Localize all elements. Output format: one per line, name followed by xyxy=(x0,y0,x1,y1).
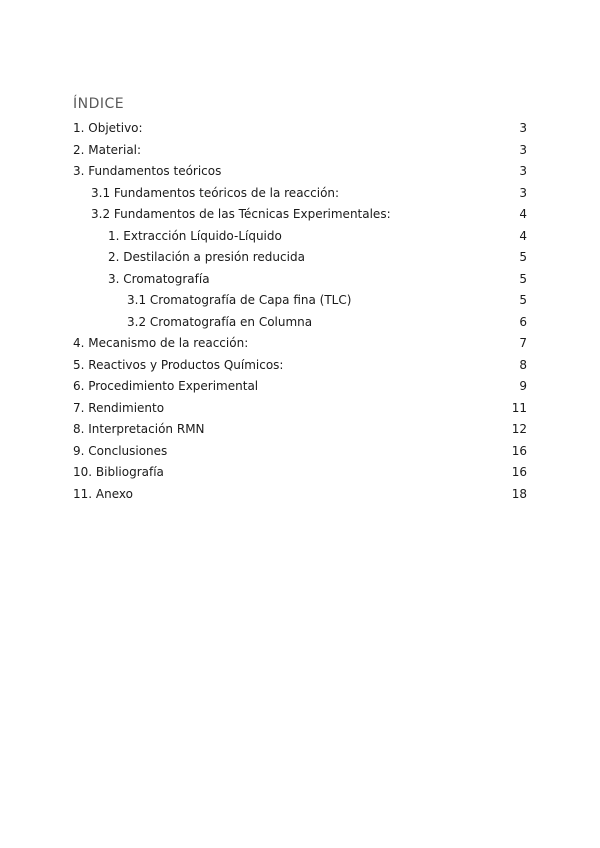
toc-entry-page-number: 4 xyxy=(519,228,527,243)
toc-entry[interactable] xyxy=(73,204,527,226)
toc-entry-page-number: 12 xyxy=(511,422,527,436)
toc-entry-label: 1. Extracción Líquido-Líquido xyxy=(108,228,282,243)
toc-entry[interactable] xyxy=(73,269,527,291)
toc-entry[interactable] xyxy=(73,118,527,140)
toc-entry-label: 3.1 Fundamentos teóricos de la reacción: xyxy=(91,185,340,200)
toc-entry-label: 1. Objetivo: xyxy=(73,121,143,135)
toc-entry[interactable] xyxy=(73,140,527,162)
toc-entry[interactable] xyxy=(73,333,527,355)
toc-entry-page-number: 3 xyxy=(519,142,527,157)
toc-entry-page-number: 3 xyxy=(519,185,527,200)
toc-entry-label: 5. Reactivos y Productos Químicos: xyxy=(73,357,284,372)
toc-entry-page-number: 5 xyxy=(519,271,527,286)
toc-entry-page-number: 18 xyxy=(511,486,527,501)
toc-entry-label: 7. Rendimiento xyxy=(73,400,165,415)
toc-entry[interactable] xyxy=(73,183,527,205)
toc-entry-label: 3. Cromatografía xyxy=(108,271,210,286)
toc-entry-label: 10. Bibliografía xyxy=(73,465,164,479)
toc-entry[interactable] xyxy=(73,247,527,269)
toc-entry[interactable] xyxy=(73,355,527,377)
toc-title: ÍNDICE xyxy=(73,96,125,112)
toc-entry-label: 3.2 Fundamentos de las Técnicas Experimentales: xyxy=(91,207,391,221)
toc-entry-label: 3.2 Cromatografía en Columna xyxy=(127,314,313,329)
toc-entry[interactable] xyxy=(73,376,527,398)
toc-entry[interactable] xyxy=(73,290,527,312)
toc-entry-label: 2. Material: xyxy=(73,142,142,157)
toc-entry-label: 4. Mecanismo de la reacción: xyxy=(73,336,249,350)
toc-entry-label: 9. Conclusiones xyxy=(73,443,168,458)
toc-entry[interactable] xyxy=(73,484,527,506)
toc-entry-page-number: 6 xyxy=(519,314,527,329)
toc-entry-page-number: 11 xyxy=(511,400,527,415)
toc-entry-page-number: 3 xyxy=(519,164,527,178)
toc-entry[interactable] xyxy=(73,398,527,420)
toc-entry-page-number: 4 xyxy=(519,207,527,221)
toc-entry-page-number: 16 xyxy=(511,443,527,458)
toc-entry[interactable] xyxy=(73,441,527,463)
table-of-contents xyxy=(73,118,527,505)
toc-entry-label: 6. Procedimiento Experimental xyxy=(73,379,259,393)
toc-entry-page-number: 9 xyxy=(519,379,527,393)
toc-entry[interactable] xyxy=(73,462,527,484)
toc-entry-label: 3.1 Cromatografía de Capa fina (TLC) xyxy=(127,293,352,307)
toc-entry-page-number: 3 xyxy=(519,121,527,135)
toc-entry-page-number: 5 xyxy=(519,293,527,307)
toc-entry-page-number: 16 xyxy=(511,465,527,479)
toc-entry[interactable] xyxy=(73,161,527,183)
toc-entry-label: 11. Anexo xyxy=(73,486,133,501)
toc-entry-label: 2. Destilación a presión reducida xyxy=(108,250,305,264)
toc-entry[interactable] xyxy=(73,312,527,334)
toc-entry-label: 3. Fundamentos teóricos xyxy=(73,164,222,178)
toc-entry-page-number: 8 xyxy=(519,357,527,372)
toc-entry-page-number: 7 xyxy=(519,336,527,350)
toc-entry[interactable] xyxy=(73,419,527,441)
toc-entry-page-number: 5 xyxy=(519,250,527,264)
toc-entry[interactable] xyxy=(73,226,527,248)
toc-entry-label: 8. Interpretación RMN xyxy=(73,422,205,436)
